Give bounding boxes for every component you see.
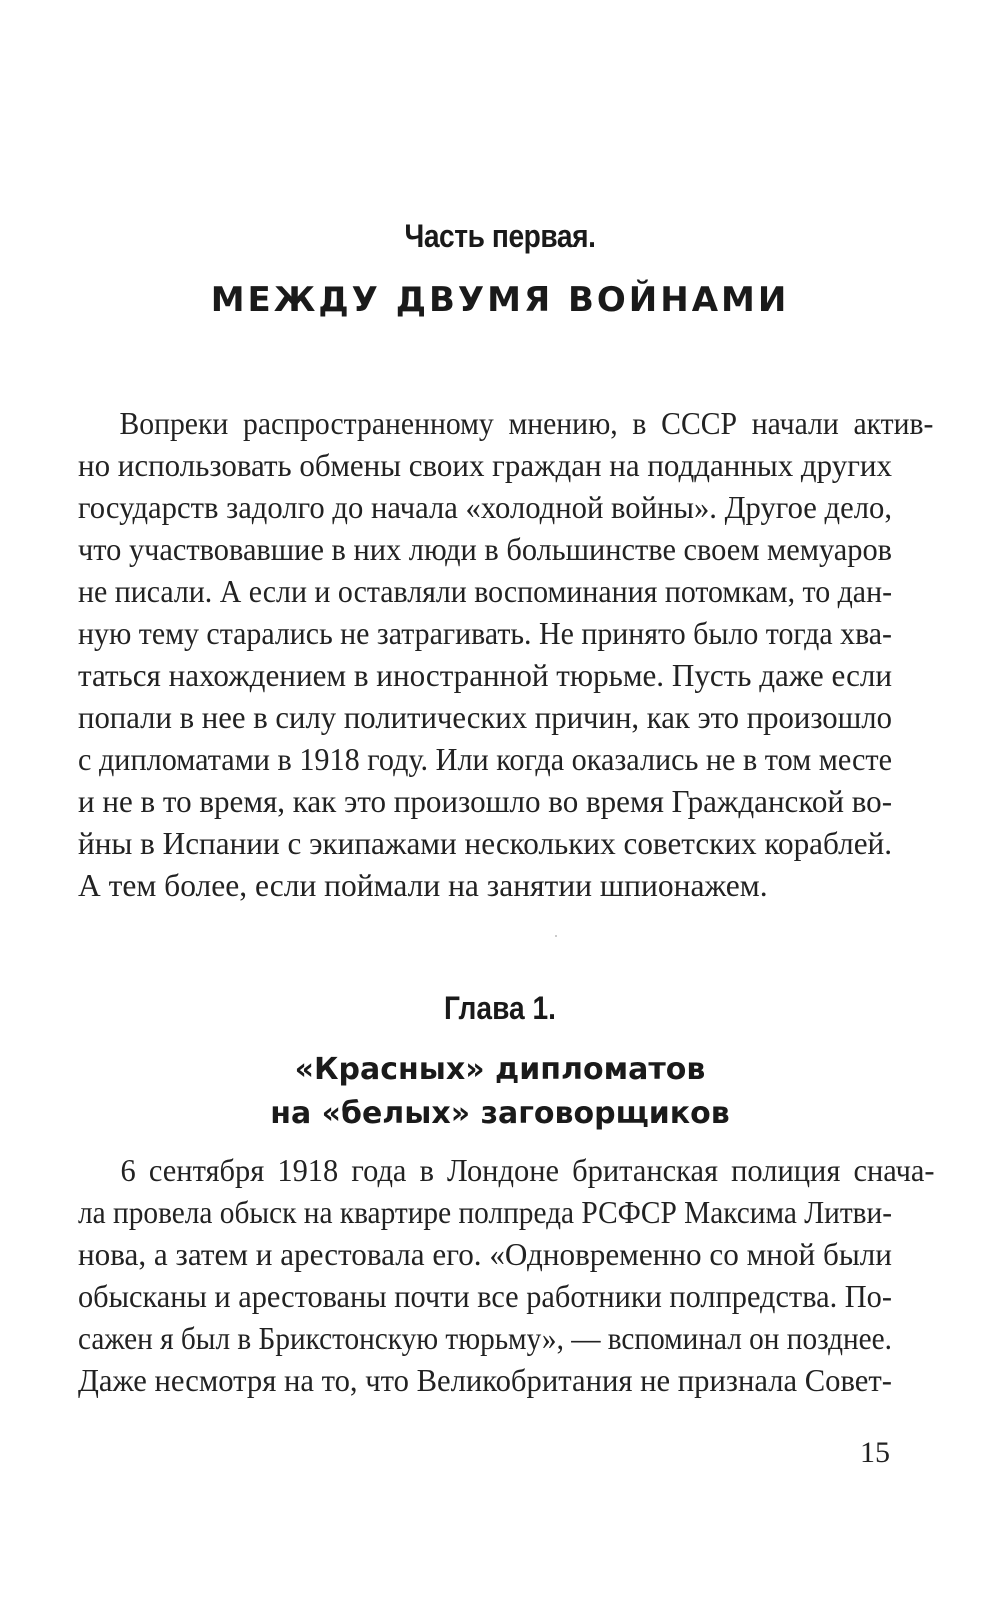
paper-speck [555,935,557,937]
text-line: нова, а затем и арестовала его. «Одновременно со мной были [78,1237,892,1272]
text-line: ную тему старались не затрагивать. Не принято было тогда хва- [78,616,893,651]
part-label: Часть первая. [404,218,596,254]
text-line: попали в нее в силу политических причин, как это произошло [78,700,893,735]
chapter-title-line: на «белых» заговорщиков [270,1096,730,1131]
chapter-label: Глава 1. [443,990,557,1026]
text-line: ла провела обыск на квартире полпреда РСФСР Максима Литви- [78,1195,893,1230]
intro-paragraph [78,403,934,907]
text-line: что участвовавшие в них люди в большинстве своем мемуаров [78,532,893,567]
text-line: не писали. А если и оставляли воспоминания потомкам, то дан- [78,574,893,609]
text-line: с дипломатами в 1918 году. Или когда оказались не в том месте [78,742,893,777]
chapter-title-line: «Красных» дипломатов [294,1052,706,1087]
text-line: 6 сентября 1918 года в Лондоне британская полиция снача- [120,1153,935,1188]
text-line: Даже несмотря на то, что Великобритания не признала Совет- [78,1363,892,1398]
text-line: сажен я был в Брикстонскую тюрьму», — вспоминал он позднее. [78,1321,892,1356]
chapter-paragraph [78,1150,935,1402]
text-line: но использовать обмены своих граждан на подданных других [78,448,892,483]
part-title: МЕЖДУ ДВУМЯ ВОЙНАМИ [210,280,790,320]
text-line: государств задолго до начала «холодной войны». Другое дело, [78,490,892,525]
chapter-title [0,1048,1000,1136]
text-line: таться нахождением в иностранной тюрьме. Пусть даже если [78,658,893,693]
text-line: йны в Испании с экипажами нескольких советских кораблей. [78,826,893,861]
text-line: А тем более, если поймали на занятии шпионажем. [78,868,768,903]
text-line: Вопреки распространенному мнению, в СССР начали актив- [119,406,934,441]
page-number: 15 [860,1436,890,1469]
text-line: и не в то время, как это произошло во время Гражданской во- [78,784,893,819]
text-line: обысканы и арестованы почти все работники полпредства. По- [78,1279,892,1314]
